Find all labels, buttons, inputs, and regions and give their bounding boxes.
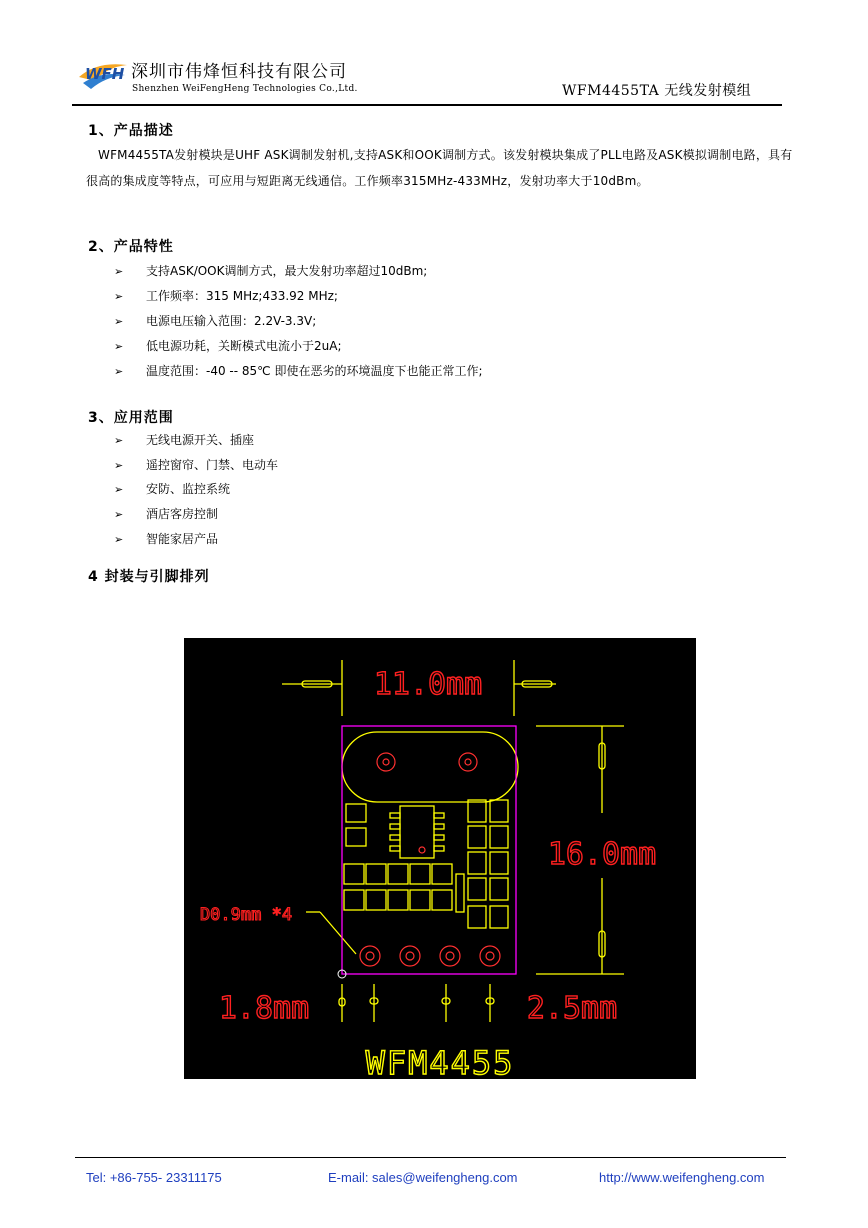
- feature-item: ➢ 工作频率：315 MHz;433.92 MHz;: [114, 289, 338, 303]
- application-item: ➢ 无线电源开关、插座: [114, 433, 255, 447]
- footer-divider: [75, 1157, 786, 1158]
- bullet-arrow-icon: ➢: [114, 483, 124, 496]
- dim-height-label: 16.0mm: [547, 837, 657, 872]
- feature-item: ➢ 低电源功耗，关断模式电流小于2uA;: [114, 339, 342, 353]
- company-logo: [77, 55, 129, 91]
- section-title-description: 1、产品描述: [88, 123, 174, 139]
- dim-edge-label: 1.8mm: [218, 991, 310, 1026]
- bullet-arrow-icon: ➢: [114, 434, 124, 447]
- footer-email[interactable]: E-mail: sales@weifengheng.com: [328, 1170, 518, 1185]
- feature-item: ➢ 温度范围：-40 -- 85℃ 即使在恶劣的环境温度下也能正常工作;: [114, 364, 483, 378]
- application-item: ➢ 酒店客房控制: [114, 507, 219, 521]
- bullet-arrow-icon: ➢: [114, 340, 124, 353]
- section-title-features: 2、产品特性: [88, 239, 174, 255]
- part-name-label: WFM4455: [365, 1044, 515, 1079]
- module-outline: [342, 726, 516, 974]
- bullet-arrow-icon: ➢: [114, 365, 124, 378]
- svg-text:WFH: WFH: [85, 65, 125, 83]
- section-title-applications: 3、应用范围: [88, 410, 174, 426]
- application-item: ➢ 智能家居产品: [114, 532, 219, 546]
- bullet-arrow-icon: ➢: [114, 290, 124, 303]
- footer-url[interactable]: http://www.weifengheng.com: [599, 1170, 765, 1185]
- dim-width-label: 11.0mm: [373, 667, 483, 702]
- package-drawing-svg: [184, 638, 696, 1079]
- footer-tel: Tel: +86-755- 23311175: [86, 1170, 222, 1185]
- bullet-arrow-icon: ➢: [114, 265, 124, 278]
- dim-pitch-label: 2.5mm: [526, 991, 618, 1026]
- application-item: ➢ 遥控窗帘、门禁、电动车: [114, 458, 279, 472]
- feature-item: ➢ 电源电压输入范围：2.2V-3.3V;: [114, 314, 317, 328]
- product-description: [86, 142, 802, 194]
- header-divider: [72, 104, 782, 106]
- package-drawing: [184, 638, 696, 1079]
- section-title-package: 4 封装与引脚排列: [88, 569, 210, 585]
- document-title: WFM4455TA 无线发射模组: [562, 83, 752, 99]
- product-description-text: WFM4455TA发射模块是UHF ASK调制发射机,支持ASK和OOK调制方式。该发射模块集成了PLL电路及ASK模拟调制电路，具有很高的集成度等特点，可应用与短距离无线通信。工作频率315MHz-433MHz，发射功率大于10dBm。: [86, 148, 793, 188]
- bullet-arrow-icon: ➢: [114, 459, 124, 472]
- bullet-arrow-icon: ➢: [114, 533, 124, 546]
- dim-pad-diameter-label: D0.9mm *4: [199, 905, 293, 925]
- company-name-en: Shenzhen WeiFengHeng Technologies Co.,Ltd.: [132, 84, 358, 94]
- feature-item: ➢ 支持ASK/OOK调制方式，最大发射功率超过10dBm;: [114, 264, 428, 278]
- bullet-arrow-icon: ➢: [114, 315, 124, 328]
- application-item: ➢ 安防、监控系统: [114, 482, 231, 496]
- bullet-arrow-icon: ➢: [114, 508, 124, 521]
- company-name-cn: 深圳市伟烽恒科技有限公司: [131, 62, 347, 82]
